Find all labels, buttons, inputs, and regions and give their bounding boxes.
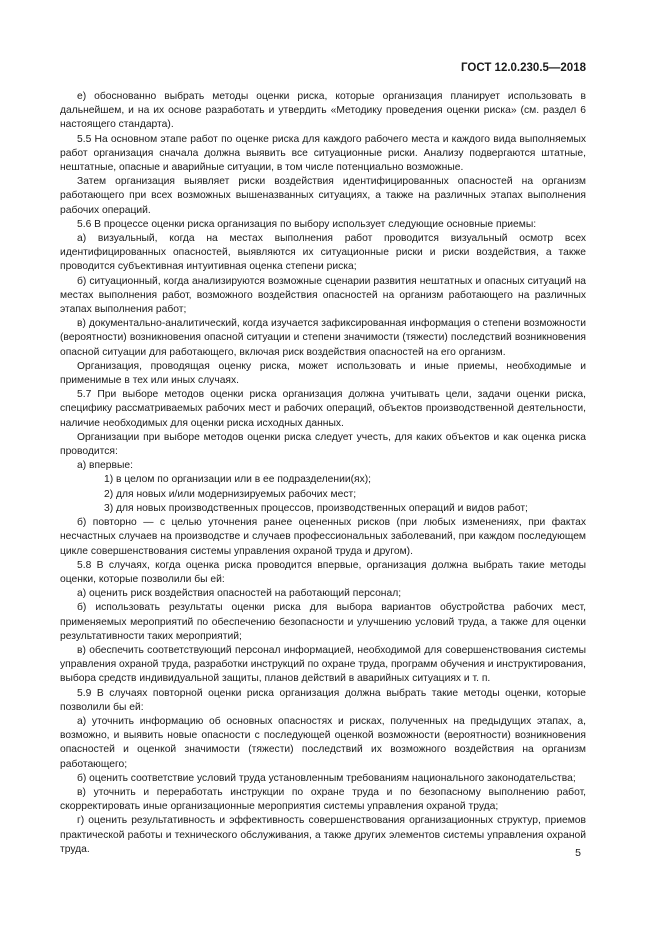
paragraph: 5.5 На основном этапе работ по оценке риска для каждого рабочего места и каждого вида выполняемых работ организация сначала должна выявить все ситуационные риски. Анализу подвергаются штатные, нештатные, опасные и аварийные ситуации, в том числе потенциально возможные. [60, 133, 586, 174]
list-item: а) впервые: [77, 460, 133, 472]
list-item: г) оценить результативность и эффективность совершенствования организационных структур, приемов практической работы и технического обслуживания, а также других элементов системы управления охраной труда. [60, 815, 586, 855]
paragraph: 5.9 В случаях повторной оценки риска организация должна выбрать такие методы оценки, которые позволили бы ей: [60, 687, 586, 713]
list-item: 1) в целом по организации или в ее подразделении(ях); [104, 474, 372, 486]
paragraph: 5.8 В случаях, когда оценка риска проводится впервые, организация должна выбрать такие методы оценки, которые позволили бы ей: [60, 559, 586, 585]
paragraph: б) ситуационный, когда анализируются возможные сценарии развития нештатных и опасных ситуаций на местах выполнения работ, возможного воздействия опасностей на организм работающего на различных этапах выполнения работ; [60, 275, 586, 316]
paragraph: в) документально-аналитический, когда изучается зафиксированная информация о степени возможности (вероятности) возникновения опасной ситуации и степени значимости (тяжести) последствий возникновения опасной ситуации для работающего, включая риск воздействия опасностей на его организм. [60, 318, 586, 358]
paragraph: Затем организация выявляет риски воздействия идентифицированных опасностей на организм работающего при всех возможных вышеназванных ситуациях, а также на различных этапах выполнения рабочих операций. [60, 176, 586, 216]
list-item: а) уточнить информацию об основных опасностях и рисках, полученных на предыдущих этапах, а, возможно, и выявить новые опасности с последующей оценкой возможности (вероятности) возникновения опасностей и оценкой значимости (тяжести) последствий их возможного воздействия на организм работающего; [60, 715, 586, 770]
paragraph: Организации при выборе методов оценки риска следует учесть, для каких объектов и как оценка риска проводится: [60, 431, 586, 458]
list-item: 3) для новых производственных процессов, производственных операций и видов работ; [104, 502, 528, 514]
list-item: б) оценить соответствие условий труда установленным требованиям национального законодательства; [77, 772, 576, 784]
document-id: ГОСТ 12.0.230.5—2018 [461, 62, 586, 74]
list-item: б) использовать результаты оценки риска для выбора вариантов обустройства рабочих мест, применяемых мероприятий по обеспечению безопасности и улучшению условий труда, а также для оценки результативности таких мероприятий; [60, 602, 586, 642]
list-item: б) повторно — с целью уточнения ранее оцененных рисков (при любых изменениях, при фактах несчастных случаев на производстве и случаев профессиональных заболеваний, при каждом последующем цикле совершенствования системы управления охраной труда и другом). [60, 517, 586, 557]
paragraph: 5.6 В процессе оценки риска организация по выбору использует следующие основные приемы: [77, 218, 537, 230]
paragraph: Организация, проводящая оценку риска, может использовать и иные приемы, необходимые и применимые в тех или иных случаях. [60, 360, 586, 387]
paragraph: е) обоснованно выбрать методы оценки риска, которые организация планирует использовать в дальнейшем, и на их основе разработать и утвердить «Методику проведения оценки риска» (см. раздел 6 настоящего стандарта). [60, 91, 586, 131]
list-item: в) обеспечить соответствующий персонал информацией, необходимой для совершенствования системы управления охраной труда, разработки инструкций по охране труда, программ обучения и инструктирования, выбора средств индивидуальной защиты, планов действий в аварийных ситуациях и т. п. [60, 644, 586, 685]
paragraph: 5.7 При выборе методов оценки риска организация должна учитывать цели, задачи оценки риска, специфику рассматриваемых рабочих мест и рабочих операций, объектов производственной деятельности, наличие необходимых для оценки риска исходных данных. [60, 389, 586, 429]
list-item: 2) для новых и/или модернизируемых рабочих мест; [104, 488, 357, 500]
list-item: а) оценить риск воздействия опасностей на работающий персонал; [77, 588, 402, 600]
paragraph: а) визуальный, когда на местах выполнения работ проводится визуальный осмотр всех идентифицированных опасностей, выявляются их ситуационные риски и риски воздействия, а также проводится субъективная интуитивная оценка степени риска; [60, 233, 586, 273]
list-item: в) уточнить и переработать инструкции по охране труда и по безопасному выполнению работ, скорректировать иные организационные мероприятия системы управления охраной труда; [60, 786, 586, 813]
page-number: 5 [575, 847, 581, 859]
document-body [60, 90, 586, 857]
